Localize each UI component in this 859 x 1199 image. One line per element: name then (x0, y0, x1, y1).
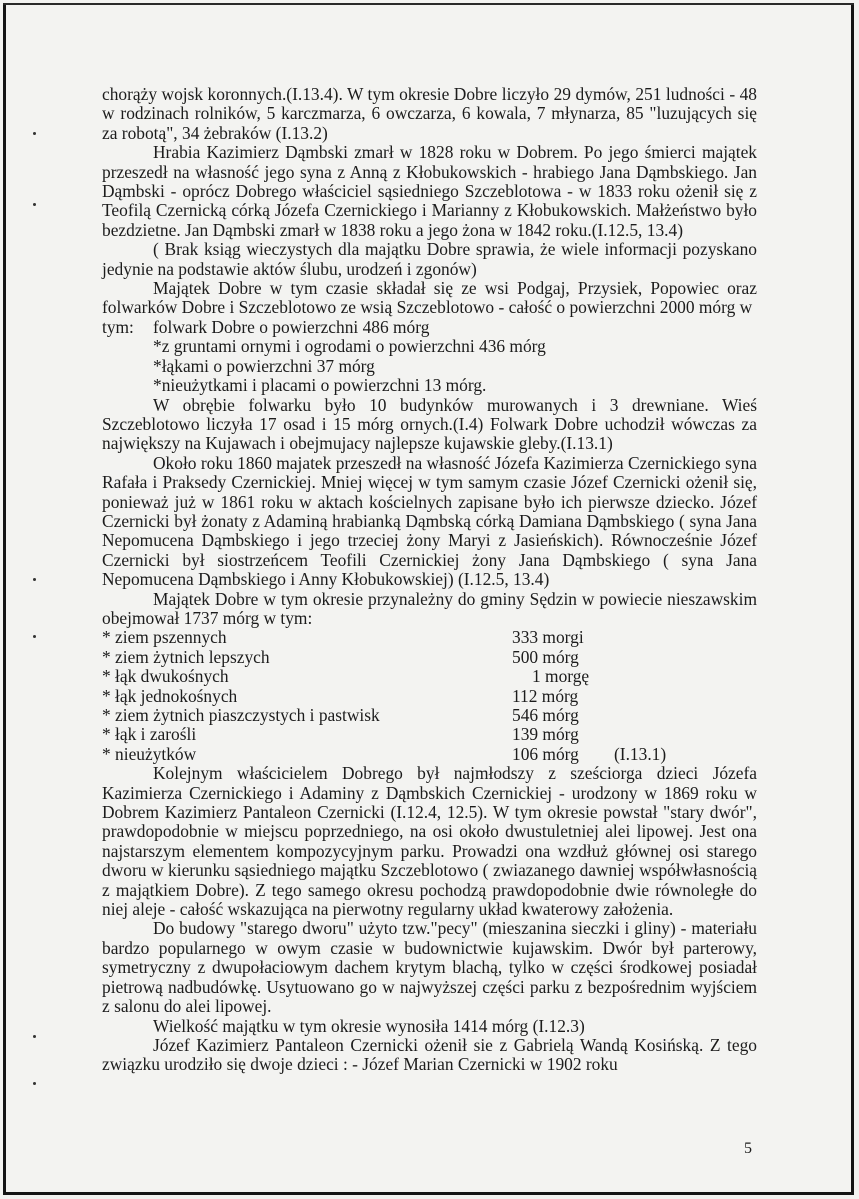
land-label: * ziem żytnich lepszych (102, 646, 270, 667)
land-value: 500 mórg (512, 646, 579, 667)
list-item: *łąkami o powierzchni 37 mórg (153, 355, 375, 376)
paragraph: Majątek Dobre w tym okresie przynależny do gminy Sędzin w powiecie nieszawskim obejmował 1737 mórg w tym: (102, 588, 757, 628)
land-row (102, 628, 757, 647)
paragraph-lead: tym: (102, 316, 134, 337)
scan-speck (33, 635, 36, 638)
land-reference: (I.13.1) (614, 743, 667, 764)
land-row (102, 667, 757, 686)
list-item: *nieużytkami i placami o powierzchni 13 mórg. (153, 375, 487, 396)
land-row (102, 725, 757, 744)
land-label: * łąk jednokośnych (102, 685, 238, 706)
page-number: 5 (744, 1140, 752, 1157)
land-value: 112 mórg (512, 685, 579, 706)
list-item: *z gruntami ornymi i ogrodami o powierzchni 436 mórg (153, 336, 546, 357)
body-text (102, 85, 757, 1075)
paragraph: W obrębie folwarku było 10 budynków murowanych i 3 drewniane. Wieś Szczeblotowo liczyła 17 osad i 15 mórg ornych.(I.4) Folwark Dobre uchodził wówczas za największy na Kujawach i obejmujacy najlepsze kujawskie gleby.(I.13.1) (102, 394, 757, 454)
paragraph: Wielkość majątku w tym okresie wynosiła 1414 mórg (I.12.3) (153, 1015, 585, 1036)
land-row (102, 745, 757, 764)
paragraph: Hrabia Kazimierz Dąmbski zmarł w 1828 roku w Dobrem. Po jego śmierci majątek przeszedł na własność jego syna z Anną z Kłobukowskich - hrabiego Jana Dąmbskiego. Jan Dąmbski - oprócz Dobrego właściciel sąsiedniego Szczeblotowa - w 1833 roku ożenił się z Teofilą Czernicką córką Józefa Czernickiego i Marianny z Kłobukowskich. Małżeństwo było bezdzietne. Jan Dąmbski zmarł w 1838 roku a jego żona w 1842 roku.(I.12.5, 13.4) (102, 142, 757, 240)
paragraph: chorąży wojsk koronnych.(I.13.4). W tym okresie Dobre liczyło 29 dymów, 251 ludności - 48 w rodzinach rolników, 5 karczmarza, 6 owczarza, 6 kowala, 7 młynarza, 85 "luzujących się za robotą", 34 żebraków (I.13.2) (102, 84, 757, 143)
paragraph-text: folwark Dobre o powierzchni 486 mórg (153, 316, 430, 337)
land-row (102, 706, 757, 725)
land-value: 106 mórg (512, 743, 579, 764)
land-value: 1 morgę (532, 666, 590, 687)
paragraph-line (102, 318, 757, 337)
land-value: 546 mórg (512, 705, 579, 725)
paragraph: Około roku 1860 majatek przeszedł na własność Józefa Kazimierza Czernickiego syna Rafała i Praksedy Czernickiej. Mniej więcej w tym samym czasie Józef Czernicki ożenił się, ponieważ już w 1861 roku w aktach kościelnych zapisane było ich pierwsze dziecko. Józef Czernicki był żonaty z Adaminą hrabianką Dąmbską córką Damiana Dąmbskiego ( syna Jana Nepomucena Dąmbskiego i jego trzeciej żony Maryi z Jasieńskich). Równocześnie Józef Czernicki był siostrzeńcem Teofili Czernickiej żony Jana Dąmbskiego ( syna Jana Nepomucena Dąmbskiego i Anny Kłobukowskiej) (I.12.5, 13.4) (102, 452, 757, 590)
land-row (102, 648, 757, 667)
land-value: 139 mórg (512, 724, 579, 745)
scan-speck (33, 578, 36, 581)
paragraph: Majątek Dobre w tym czasie składał się ze wsi Podgaj, Przysiek, Popowiec oraz folwarków Dobre i Szczeblotowo ze wsią Szczeblotowo - całość o powierzchni 2000 mórg w (102, 278, 757, 318)
scan-speck (33, 132, 36, 135)
land-label: * nieużytków (102, 743, 197, 764)
paragraph: Kolejnym właścicielem Dobrego był najmłodszy z sześciorga dzieci Józefa Kazimierza Czernickiego i Adaminy z Dąmbskich Czernickiej - urodzony w 1869 roku w Dobrem Kazimierz Pantaleon Czernicki (I.12.4, 12.5). W tym okresie powstał "stary dwór", prawdopodobnie w miejscu poprzedniego, na osi około dwustuletniej alei lipowej. Jest ona najstarszym elementem kompozycyjnym parku. Prowadzi ona wzdłuż głównej osi starego dworu w kierunku sąsiedniego majątku Szczeblotowo ( zwiazanego dawniej współwłasnością z majątkiem Dobre). Z tego samego okresu pochodzą prawdopodobnie dwie równoległe do niej aleje - całość wskazująca na pierwotny regularny układ kwaterowy założenia. (102, 763, 757, 920)
land-value: 333 morgi (512, 627, 584, 648)
land-row (102, 687, 757, 706)
land-label: * łąk i zarośli (102, 724, 197, 745)
page-top-border (3, 3, 854, 5)
land-label: * ziem pszennych (102, 627, 227, 648)
scan-speck (33, 1035, 36, 1038)
paragraph: ( Brak ksiąg wieczystych dla majątku Dobre sprawia, że wiele informacji pozyskano jedynie na podstawie aktów ślubu, urodzeń i zgonów) (102, 239, 757, 279)
land-label: * łąk dwukośnych (102, 666, 229, 687)
scan-speck (33, 203, 36, 206)
land-label: * ziem żytnich piaszczystych i pastwisk (102, 705, 380, 725)
land-table (102, 628, 757, 764)
scan-speck (33, 1082, 36, 1085)
paragraph: Józef Kazimierz Pantaleon Czernicki ożenił sie z Gabrielą Wandą Kosińską. Z tego związku urodziło się dwoje dzieci : - Józef Marian Czernicki w 1902 roku (102, 1034, 757, 1075)
paragraph: Do budowy "starego dworu" użyto tzw."pecy" (mieszanina sieczki i gliny) - materiału bardzo popularnego w owym czasie w budownictwie kujawskim. Dwór był parterowy, symetryczny z dwupołaciowym dachem krytym blachą, tylko w części środkowej posiadał pietrową nadbudówkę. Usytuowano go w najwyższej części parku z bezpośrednim wyjściem z salonu do alei lipowej. (102, 918, 757, 1017)
